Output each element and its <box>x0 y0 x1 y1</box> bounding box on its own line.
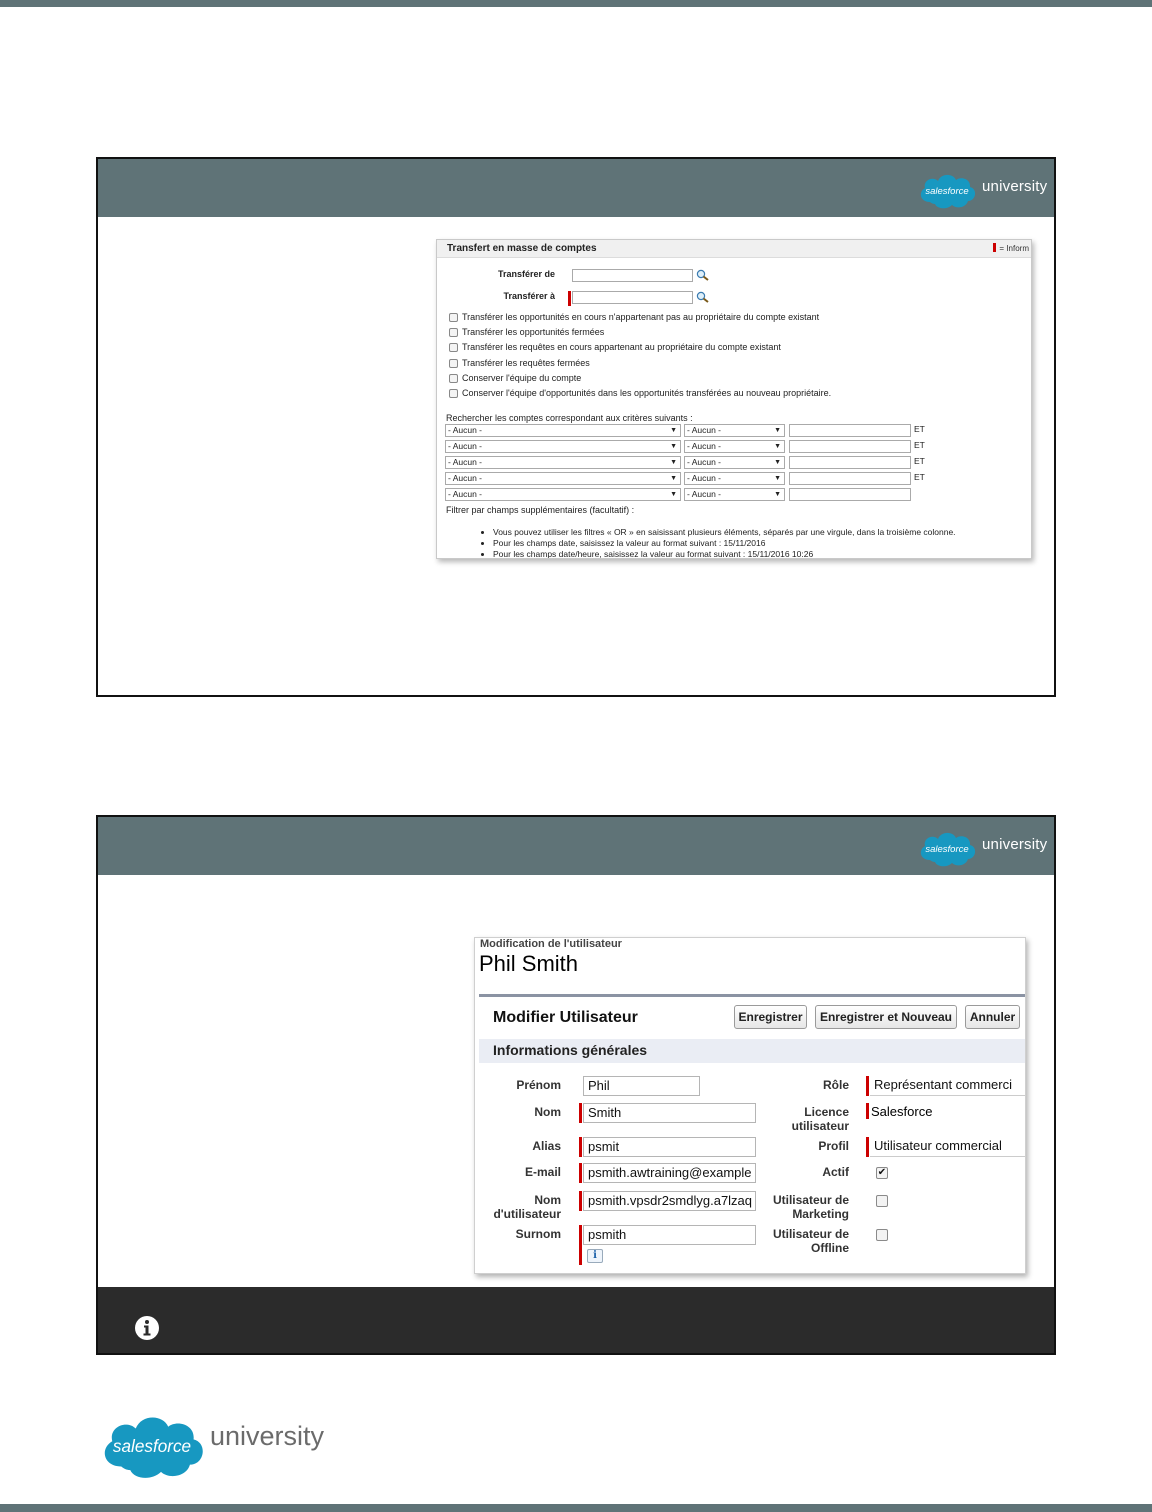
criteria-field-select[interactable]: - Aucun - ▼ <box>445 472 681 485</box>
and-label: ET <box>914 440 925 450</box>
salesforce-cloud-icon <box>916 826 978 868</box>
required-marker <box>866 1103 869 1119</box>
save-new-button[interactable]: Enregistrer et Nouveau <box>815 1005 957 1029</box>
criteria-value-input[interactable] <box>789 424 911 437</box>
transfer-from-input[interactable] <box>572 269 693 282</box>
criteria-value-input[interactable] <box>789 472 911 485</box>
lookup-icon[interactable] <box>696 269 710 281</box>
required-marker <box>579 1163 582 1183</box>
criteria-field-select[interactable]: - Aucun - ▼ <box>445 488 681 501</box>
transfer-from-label: Transférer de <box>497 269 555 279</box>
salesforce-university-footer-logo <box>96 1404 336 1482</box>
profile-field[interactable]: Utilisateur commercial <box>870 1137 1026 1157</box>
slide-header <box>98 817 1054 875</box>
checkbox-closed-opportunities[interactable] <box>449 328 458 337</box>
alias-label: Alias <box>532 1139 561 1153</box>
checkbox-keep-opportunity-team[interactable] <box>449 389 458 398</box>
email-label: E-mail <box>524 1165 561 1179</box>
checkbox-closed-cases[interactable] <box>449 359 458 368</box>
checkbox-open-opportunities[interactable] <box>449 313 458 322</box>
university-text: university <box>210 1421 325 1451</box>
logo-text: salesforce <box>925 186 969 197</box>
username-field[interactable]: psmith.vpsdr2smdlyg.a7lzaq <box>583 1191 756 1211</box>
panel-title: Modifier Utilisateur <box>493 1009 638 1026</box>
slide-footer <box>98 1287 1054 1353</box>
role-label: Rôle <box>822 1078 849 1092</box>
hint-item: • Pour les champs date/heure, saisissez la valeur au format suivant : 15/11/2016 10:26 <box>493 549 956 559</box>
hint-item: • Pour les champs date, saisissez la valeur au format suivant : 15/11/2016 <box>493 538 956 549</box>
offline-user-label <box>749 1227 849 1255</box>
license-label-line: Licence <box>804 1105 849 1119</box>
university-text: university <box>982 178 1048 195</box>
license-value: Salesforce <box>871 1104 933 1119</box>
info-icon[interactable]: i <box>587 1249 603 1263</box>
checkbox-label: Transférer les requêtes fermées <box>462 358 590 368</box>
criteria-operator-select[interactable]: - Aucun - ▼ <box>684 424 785 437</box>
offline-user-checkbox[interactable] <box>876 1229 888 1241</box>
save-button[interactable]: Enregistrer <box>734 1005 807 1029</box>
transfer-to-input[interactable] <box>572 291 693 304</box>
username-label <box>479 1193 561 1221</box>
nickname-field[interactable]: psmith <box>583 1225 756 1245</box>
first-name-field[interactable]: Phil <box>583 1076 700 1096</box>
checkbox-label: Transférer les opportunités fermées <box>462 327 605 337</box>
active-label: Actif <box>822 1165 849 1179</box>
section-title: Informations générales <box>493 1042 648 1058</box>
required-marker <box>993 243 996 252</box>
criteria-operator-select[interactable]: - Aucun - ▼ <box>684 472 785 485</box>
criteria-value-input[interactable] <box>789 488 911 501</box>
salesforce-cloud-icon <box>916 168 978 210</box>
cancel-button[interactable]: Annuler <box>965 1005 1020 1029</box>
active-checkbox[interactable]: ✔ <box>877 1167 887 1178</box>
criteria-operator-select[interactable]: - Aucun - ▼ <box>684 456 785 469</box>
last-name-field[interactable]: Smith <box>583 1103 756 1123</box>
required-legend <box>993 243 1029 253</box>
and-label: ET <box>914 456 925 466</box>
checkbox-open-cases[interactable] <box>449 343 458 352</box>
info-circle-icon <box>134 1315 160 1341</box>
criteria-operator-select[interactable]: - Aucun - ▼ <box>684 440 785 453</box>
nickname-label: Surnom <box>515 1227 561 1241</box>
slide-user-edit <box>96 815 1056 1355</box>
required-marker <box>579 1225 582 1265</box>
hint-item: • Vous pouvez utiliser les filtres « OR » en saisissant plusieurs éléments, séparés par une virgule, dans la troisième colonne. <box>493 527 956 538</box>
profile-label: Profil <box>818 1139 849 1153</box>
criteria-value-input[interactable] <box>789 440 911 453</box>
user-edit-screenshot <box>474 937 1026 1274</box>
slide-header <box>98 159 1054 217</box>
required-legend-text: = Inform <box>999 244 1029 253</box>
checkbox-label: Transférer les opportunités en cours n'appartenant pas au propriétaire du compte existant <box>462 312 820 322</box>
top-band <box>0 0 1152 7</box>
bottom-band <box>0 1504 1152 1512</box>
logo-text: salesforce <box>112 1436 192 1457</box>
and-label: ET <box>914 424 925 434</box>
mass-transfer-title: Transfert en masse de comptes <box>447 243 597 254</box>
criteria-label: Rechercher les comptes correspondant aux critères suivants : <box>446 413 693 423</box>
marketing-user-checkbox[interactable] <box>876 1195 888 1207</box>
offline-label-line: Offline <box>811 1241 849 1255</box>
filter-label: Filtrer par champs supplémentaires (facultatif) : <box>446 505 635 515</box>
criteria-value-input[interactable] <box>789 456 911 469</box>
license-label <box>749 1105 849 1133</box>
criteria-field-select[interactable]: - Aucun - ▼ <box>445 424 681 437</box>
transfer-to-label: Transférer à <box>503 291 555 301</box>
required-marker <box>579 1137 582 1157</box>
marketing-label-line: Utilisateur de <box>772 1193 849 1207</box>
slide-mass-transfer <box>96 157 1056 697</box>
and-label: ET <box>914 472 925 482</box>
alias-field[interactable]: psmit <box>583 1137 756 1157</box>
first-name-label: Prénom <box>516 1078 561 1092</box>
logo-text: salesforce <box>925 844 969 855</box>
checkbox-keep-account-team[interactable] <box>449 374 458 383</box>
salesforce-cloud-icon <box>96 1404 208 1482</box>
edit-panel <box>479 994 1026 1274</box>
breadcrumb: Modification de l'utilisateur <box>480 938 622 950</box>
marketing-label-line: Marketing <box>792 1207 849 1221</box>
hint-list <box>483 527 956 559</box>
username-label-line: d'utilisateur <box>493 1207 561 1221</box>
required-marker <box>866 1137 869 1157</box>
required-marker <box>579 1103 582 1123</box>
last-name-label: Nom <box>534 1105 561 1119</box>
screenshot-titlebar <box>437 240 1031 258</box>
username-label-line: Nom <box>534 1193 561 1207</box>
role-field[interactable]: Représentant commerci <box>870 1076 1026 1096</box>
criteria-operator-select[interactable]: - Aucun - ▼ <box>684 488 785 501</box>
section-header <box>479 1039 1026 1063</box>
lookup-icon[interactable] <box>696 291 710 303</box>
criteria-field-select[interactable]: - Aucun - ▼ <box>445 440 681 453</box>
required-marker <box>568 291 571 306</box>
offline-label-line: Utilisateur de <box>772 1227 849 1241</box>
page-title: Phil Smith <box>479 951 579 976</box>
checkbox-label: Conserver l'équipe du compte <box>462 373 582 383</box>
university-text: university <box>982 836 1048 853</box>
checkbox-label: Conserver l'équipe d'opportunités dans les opportunités transférées au nouveau propriétaire. <box>462 388 832 398</box>
email-field[interactable]: psmith.awtraining@example <box>583 1163 756 1183</box>
license-label-line: utilisateur <box>791 1119 849 1133</box>
mass-transfer-screenshot <box>436 239 1032 559</box>
criteria-field-select[interactable]: - Aucun - ▼ <box>445 456 681 469</box>
salesforce-university-logo <box>916 826 1048 868</box>
checkbox-label: Transférer les requêtes en cours appartenant au propriétaire du compte existant <box>462 342 781 352</box>
required-marker <box>866 1076 869 1096</box>
salesforce-university-logo <box>916 168 1048 210</box>
marketing-user-label <box>749 1193 849 1221</box>
required-marker <box>579 1191 582 1211</box>
